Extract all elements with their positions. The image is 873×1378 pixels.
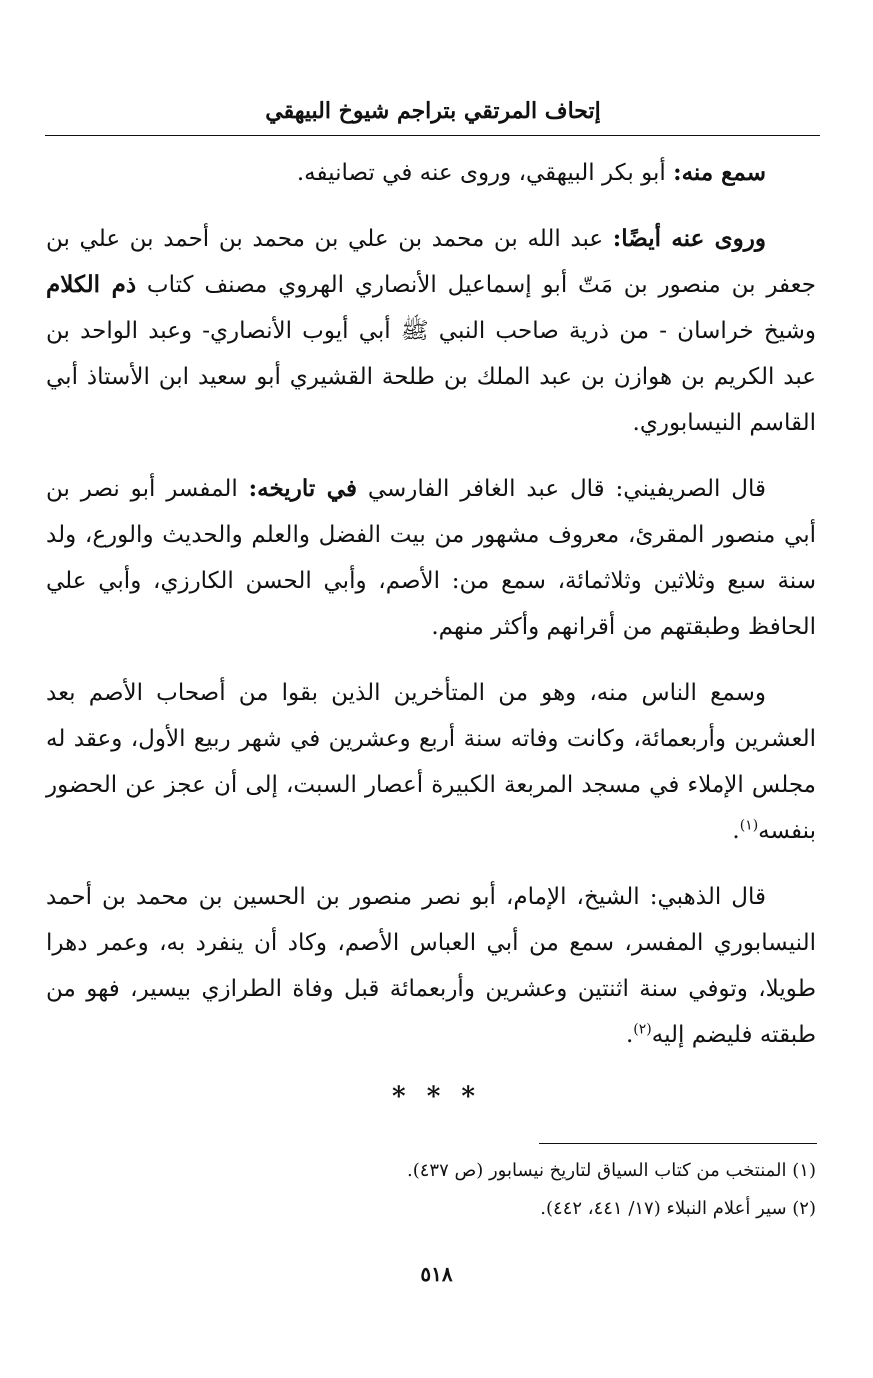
paragraph-text: قال الصريفيني: قال عبد الغافر الفارسي (356, 476, 766, 502)
paragraph-end: . (732, 818, 740, 844)
paragraph-text: وسمع الناس منه، وهو من المتأخرين الذين بقوا من أصحاب الأصم بعد العشرين وأربعمائة، وكانت وفاته سنة أربع وعشرين في شهر ربيع الأول، وعقد له مجلس الإملاء في مسجد المربعة الكبيرة أعصار السبت، إلى أن عجز عن الحضور بنفسه (46, 680, 816, 844)
footnote-ref[interactable]: (٢) (633, 1021, 652, 1038)
paragraph-text: المفسر أبو نصر بن أبي منصور المقرئ، معروف مشهور من بيت الفضل والعلم والحديث والورع، ولد سنة سبع وثلاثين وثلاثمائة، سمع من: الأصم، وأبي الحسن الكارزي، وأبي علي الحافظ وطبقتهم من أقرانهم وأكثر منهم. (46, 476, 816, 640)
running-header: إتحاف المرتقي بتراجم شيوخ البيهقي (265, 98, 601, 124)
footnote-1: (١) المنتخب من كتاب السياق لتاريخ نيسابور (ص ٤٣٧). (406, 1160, 816, 1181)
paragraph-also-narrated (46, 216, 816, 446)
paragraph-text: وشيخ خراسان - من ذرية صاحب النبي ﷺ أبي أيوب الأنصاري- وعبد الواحد بن عبد الكريم بن هوازن بن عبد الملك بن طلحة القشيري أبو سعيد ابن الأستاذ أبي القاسم النيسابوري. (46, 318, 816, 436)
paragraph-heard-from (46, 150, 816, 196)
footnote-ref[interactable]: (١) (739, 817, 759, 834)
book-title: ذم الكلام (46, 271, 137, 298)
page-number: ٥١٨ (420, 1262, 453, 1286)
paragraph-lead: سمع منه: (673, 159, 766, 186)
footnote-rule (539, 1143, 817, 1144)
source-reference: في تاريخه: (248, 475, 357, 502)
header-rule (45, 135, 820, 136)
footnote-2: (٢) سير أعلام النبلاء (١٧/ ٤٤١، ٤٤٢). (540, 1198, 816, 1219)
footnotes (46, 1152, 816, 1228)
paragraph-death (46, 670, 816, 854)
paragraph-end: . (625, 1022, 634, 1048)
section-ornament: * * * (392, 1082, 481, 1112)
body-text (46, 150, 816, 1078)
paragraph-sarifini (46, 466, 816, 650)
paragraph-text: قال الذهبي: الشيخ، الإمام، أبو نصر منصور بن الحسين بن محمد بن أحمد النيسابوري المفسر، سمع من أبي العباس الأصم، وكاد أن ينفرد به، وعمر دهرا طويلا، وتوفي سنة اثنتين وعشرين وأربعمائة قبل وفاة الطرازي بيسير، فهو من طبقته فليضم إليه (46, 884, 816, 1048)
paragraph-dhahabi (46, 874, 816, 1058)
paragraph-text: أبو بكر البيهقي، وروى عنه في تصانيفه. (296, 160, 674, 186)
paragraph-lead: وروى عنه أيضًا: (612, 225, 766, 252)
paragraph-text: عبد الله بن محمد بن علي بن محمد بن أحمد بن علي بن جعفر بن منصور بن مَتّ أبو إسماعيل الأنصاري الهروي مصنف كتاب (46, 226, 816, 298)
